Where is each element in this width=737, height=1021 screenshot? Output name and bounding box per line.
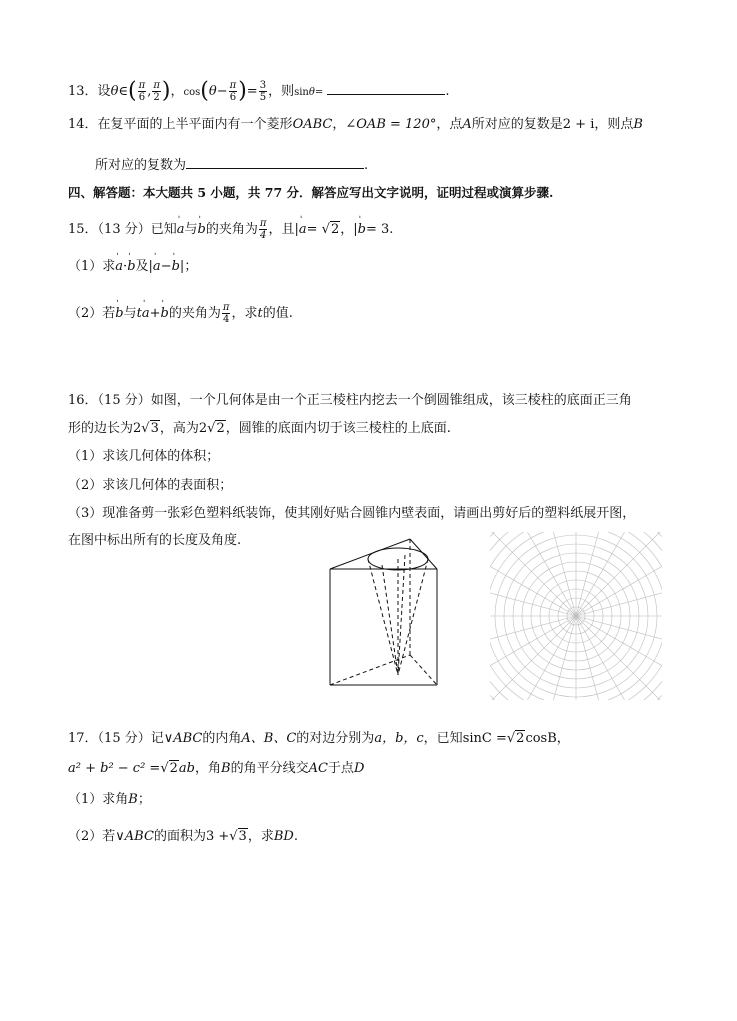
text: 的夹角为 bbox=[168, 306, 221, 321]
semicolon: ； bbox=[184, 259, 198, 274]
radicand: 3 bbox=[238, 829, 247, 844]
vector-b: ˈ b bbox=[127, 258, 135, 276]
in-symbol: ∈ bbox=[118, 84, 129, 99]
question-16-part1: （1）求该几何体的体积； bbox=[68, 449, 220, 464]
fraction-3-5 bbox=[259, 80, 267, 103]
fraction-pi-4 bbox=[222, 302, 231, 325]
angle-b: B bbox=[221, 761, 231, 776]
point-b: B bbox=[633, 117, 643, 132]
sqrt-3: √3 bbox=[229, 829, 247, 844]
denominator: 6 bbox=[229, 92, 237, 103]
denominator: 4 bbox=[222, 314, 230, 325]
question-number: 17． bbox=[68, 731, 98, 746]
top-edge-back bbox=[330, 539, 410, 569]
sqrt-2: √2 bbox=[160, 761, 178, 776]
sides: a，b，c bbox=[374, 731, 424, 746]
text: 的值. bbox=[262, 306, 293, 321]
triangle-abc: ∨ABC bbox=[163, 731, 203, 746]
question-16-line2 bbox=[68, 420, 451, 438]
cos-label: cos bbox=[183, 87, 201, 98]
equals: = bbox=[306, 222, 318, 237]
answer-blank[interactable] bbox=[186, 156, 364, 169]
sqrt-2: √2 bbox=[321, 222, 340, 237]
question-number: 14． bbox=[68, 117, 98, 132]
denominator: 2 bbox=[153, 92, 160, 103]
segment-bd: BD bbox=[273, 829, 294, 844]
theta: θ bbox=[110, 84, 119, 99]
text: 的对边分别为 bbox=[296, 731, 375, 746]
vector-b: ˈ b bbox=[115, 305, 123, 323]
numerator: 3 bbox=[259, 80, 267, 91]
denominator: 6 bbox=[138, 92, 146, 103]
question-16-part2: （2）求该几何体的表面积； bbox=[68, 478, 233, 493]
vector-a: ˈ a bbox=[153, 258, 161, 276]
text: 及 bbox=[135, 259, 149, 274]
question-17-part2 bbox=[68, 828, 298, 846]
fraction-pi-4 bbox=[259, 218, 268, 241]
prism-cone-figure bbox=[320, 535, 445, 690]
question-15: 15．（13 分）已知ˈ a与ˈ b的夹角为 $\frac{\pi}{4}$ ，且|ˈ a= √2，|ˈ b= 3. bbox=[68, 218, 393, 241]
bottom-edge-right-hidden bbox=[410, 655, 437, 685]
radicand: 3 bbox=[150, 421, 159, 436]
text: （15 分）记 bbox=[97, 731, 164, 746]
angle-oab: ∠OAB = 120° bbox=[345, 117, 437, 132]
part-label: （2）若 bbox=[68, 829, 116, 844]
comma: ， bbox=[170, 84, 184, 99]
vector-b: ˈ b bbox=[198, 221, 206, 239]
fraction-pi-2 bbox=[152, 80, 161, 103]
minus: − bbox=[216, 84, 228, 99]
grid-ray bbox=[576, 582, 662, 616]
theta: θ bbox=[308, 87, 315, 98]
vector-b: ˈ b bbox=[358, 221, 366, 239]
text: ，求 bbox=[231, 306, 258, 321]
text: cosB bbox=[525, 731, 557, 746]
text: 与 bbox=[123, 306, 137, 321]
equals: = bbox=[246, 84, 258, 99]
complex-number: 2 + i bbox=[562, 117, 595, 132]
cone-generator-left bbox=[368, 559, 398, 675]
vector-a: ˈ a bbox=[299, 221, 307, 239]
side-coef: 2 bbox=[133, 421, 142, 436]
text: 在复平面的上半平面内有一个菱形 bbox=[97, 117, 293, 132]
variable-t: t bbox=[257, 306, 263, 321]
sqrt-3: √3 bbox=[141, 421, 159, 436]
text: ，点 bbox=[436, 117, 463, 132]
comma: ， bbox=[556, 731, 570, 746]
comma: ， bbox=[332, 117, 346, 132]
area-value: 3 + bbox=[205, 829, 230, 844]
equals-3: = 3 bbox=[365, 222, 390, 237]
denominator: 5 bbox=[259, 92, 267, 103]
triangle-abc: ∨ABC bbox=[115, 829, 154, 844]
text: 的面积为 bbox=[153, 829, 206, 844]
text: ，已知 bbox=[423, 731, 463, 746]
text: ，高为 bbox=[159, 421, 199, 436]
radicand: 2 bbox=[216, 421, 225, 436]
text: ，求 bbox=[247, 829, 274, 844]
vector-b: ˈ b bbox=[172, 258, 180, 276]
text: ab bbox=[178, 761, 195, 776]
text: ，角 bbox=[194, 761, 221, 776]
period: . bbox=[445, 84, 450, 99]
vector-a: ˈ a bbox=[115, 258, 123, 276]
denominator: 4 bbox=[259, 230, 267, 241]
question-16-part3-line2: 在图中标出所有的长度及角度. bbox=[68, 533, 242, 548]
height-coef: 2 bbox=[198, 421, 208, 436]
question-number: 13． bbox=[68, 84, 98, 99]
vector-a: ˈ a bbox=[142, 305, 150, 323]
question-16-part3: （3）现准备剪一张彩色塑料纸装饰，使其刚好贴合圆锥内壁表面，请画出剪好后的塑料纸展开图， bbox=[68, 506, 636, 521]
answer-blank[interactable] bbox=[327, 82, 445, 95]
text: 的角平分线交 bbox=[230, 761, 309, 776]
grid-ray bbox=[576, 616, 662, 650]
text: 形的边长为 bbox=[68, 421, 134, 436]
text: ，则点 bbox=[594, 117, 634, 132]
question-17-line2 bbox=[68, 760, 364, 778]
question-15-part1: （1）求ˈ a·ˈ b及|ˈ a−ˈ b|； bbox=[68, 258, 197, 276]
numerator: π bbox=[229, 80, 237, 91]
text: 所对应的复数为 bbox=[95, 158, 187, 173]
point-a: A bbox=[462, 117, 472, 132]
question-16-line1: 16．（15 分）如图，一个几何体是由一个正三棱柱内挖去一个倒圆锥组成，该三棱柱的底面正三角 bbox=[68, 393, 632, 408]
equals: = bbox=[314, 87, 324, 98]
polar-grid bbox=[490, 532, 662, 700]
text: ，圆锥的底面内切于该三棱柱的上底面. bbox=[225, 421, 451, 436]
period: . bbox=[364, 158, 369, 173]
semicolon: ； bbox=[137, 792, 151, 807]
cone-generator-mid bbox=[382, 565, 398, 675]
fraction-pi-6 bbox=[229, 80, 238, 103]
text: ，则 bbox=[268, 84, 295, 99]
question-15-part2: （2）若ˈ b与tˈ a+ˈ b的夹角为 $\frac{\pi}{4}$ ，求t的值. bbox=[68, 302, 293, 325]
left-paren: ( bbox=[200, 78, 209, 104]
text: 于点 bbox=[327, 761, 354, 776]
question-17 bbox=[68, 730, 570, 748]
radicand: 2 bbox=[330, 222, 340, 237]
text: （13 分）已知 bbox=[97, 222, 177, 237]
vector-a: ˈ a bbox=[177, 221, 185, 239]
text: 与 bbox=[184, 222, 198, 237]
text: 所对应的复数是 bbox=[471, 117, 563, 132]
radicand: 2 bbox=[516, 731, 525, 746]
radicand: 2 bbox=[169, 761, 178, 776]
numerator: π bbox=[153, 80, 160, 91]
text: 设 bbox=[97, 84, 111, 99]
question-number: 15． bbox=[68, 222, 98, 237]
grid-ray bbox=[490, 616, 576, 650]
numerator: π bbox=[138, 80, 146, 91]
left-paren: ( bbox=[128, 78, 137, 104]
right-paren: ) bbox=[161, 78, 171, 104]
fraction-pi-6 bbox=[138, 80, 147, 103]
numerator: π bbox=[259, 218, 267, 229]
sin-label: sin bbox=[294, 87, 309, 98]
grid-ray bbox=[490, 582, 576, 616]
side-ac: AC bbox=[308, 761, 328, 776]
part-label: （2）若 bbox=[68, 306, 116, 321]
sqrt-2: √2 bbox=[207, 421, 225, 436]
vector-b: ˈ b bbox=[161, 305, 169, 323]
question-17-part1 bbox=[68, 791, 151, 809]
question-14 bbox=[68, 116, 643, 134]
part-label: （1）求 bbox=[68, 259, 116, 274]
period: . bbox=[389, 222, 394, 237]
question-14-line2 bbox=[95, 156, 368, 175]
comma: ， bbox=[340, 222, 354, 237]
section-heading: 四、解答题：本大题共 5 小题，共 77 分．解答应写出文字说明，证明过程或演算步骤. bbox=[68, 185, 554, 200]
point-d: D bbox=[353, 761, 365, 776]
question-13: 13．设θ∈( $\frac{\pi}{6}$ , $\frac{\pi}{2}$ )，cos(θ− $\frac{\pi}{6}$ )= $\frac{3}{5}$ ，则sinθ= . bbox=[68, 78, 450, 104]
text: 的内角 bbox=[202, 731, 242, 746]
variable-t: t bbox=[136, 306, 142, 321]
sqrt-2: √2 bbox=[506, 731, 525, 746]
condition-2: a² + b² − c² = bbox=[68, 761, 161, 776]
right-paren: ) bbox=[238, 78, 247, 104]
part-label: （1）求角 bbox=[68, 792, 129, 807]
theta: θ bbox=[208, 84, 217, 99]
angle-b: B bbox=[128, 792, 138, 807]
text: 的夹角为 bbox=[205, 222, 258, 237]
period: . bbox=[293, 829, 298, 844]
text: ，且 bbox=[268, 222, 295, 237]
condition-1: sinC = bbox=[462, 731, 507, 746]
numerator: π bbox=[222, 302, 230, 313]
angles: A、B、C bbox=[241, 731, 297, 746]
rhombus-label: OABC bbox=[292, 117, 333, 132]
